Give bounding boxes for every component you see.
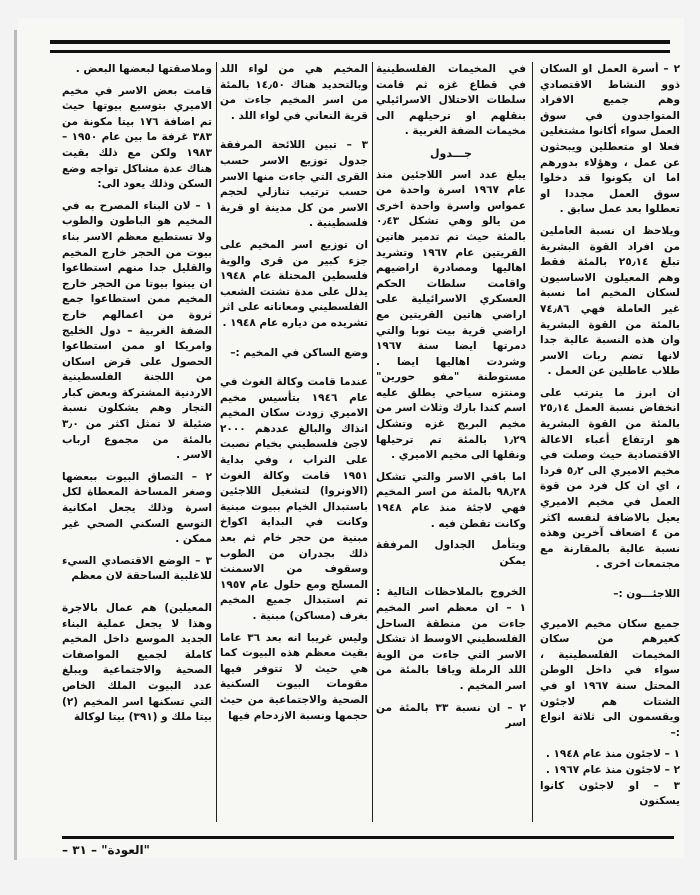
- paragraph: ٢ – أسرة العمل او السكان ذوو النشاط الاقتصادي وهم جميع الافراد المتواجدون في سوق العمل سواء أكانوا مشتغلين فعلا او متعطلين ويبحثون عن عمل ، وهؤلاء بدورهم اما ان يكونوا قد دخلوا سوق العمل مجددا او تعطلوا بعد عمل سابق .: [540, 63, 680, 216]
- paragraph: المعيلين) هم عمال بالاجرة وهذا لا يجعل عملية البناء الجديد الموسع داخل المخيم كاملة لجميع المواصفات الصحية والاجتماعية ويبلغ عدد البيوت الملك الخاص التي تسكنها اسر المخيم (٢) بيتا ملك و (٣٩١) بيتا لوكالة: [62, 602, 212, 724]
- paragraph: ١ – لان البناء المصرح به في المخيم هو الباطون والطوب ولا تستطيع معظم الاسر بناء بيوت من الحجر خارج المخيم والقليل جدا منهم استطاعوا ان يبنوا بيوتا من الحجر خارج المخيم ممن استطاعوا جمع ثروة من اعمالهم خارج الضفة الغربية – دول الخليج وامريكا او ممن استطاعوا الحصول على قرض اسكان من اللجنة الفلسطينية الاردنية المشتركة وبعض كبار التجار وهم يشكلون نسبة ضئيلة لا تمثل اكثر من ٣٫٠ بالمئة من مجموع ارباب الاسر .: [62, 199, 212, 462]
- paragraph: ان توزيع اسر المخيم على جزء كبير من قرى والوية فلسطين المحتلة عام ١٩٤٨ يدلل على مدة تشتت الشعب الفلسطيني ومعاناته على اثر تشريده من دياره عام ١٩٤٨ .: [220, 238, 368, 329]
- paragraph: عندما قامت وكالة الغوث في عام ١٩٤٦ بتأسيس مخيم الاميري زودت سكان المخيم انذاك والبالغ عددهم ٢٠٠٠ لاجئ فلسطيني بخيام نصبت على التراب ، وفي بداية ١٩٥١ قامت وكالة الغوث (الاونروا) لتشغيل اللاجئين باستبدال الخيام ببيوت مبنية وكانت في البداية اكواخ مبنية من حجر خام ثم بعد ذلك بجدران من الطوب وسقوف من الاسمنت المسلح ومع حلول عام ١٩٥٧ تم استبدال جميع المخيم بغرف (مساكن) مبنية .: [220, 376, 368, 622]
- paragraph: في المخيمات الفلسطينية في قطاع غزه ثم قامت سلطات الاحتلال الاسرائيلي بنقلهم او ترحيلهم الى مخيمات الضفة الغربية .: [376, 63, 526, 138]
- column-4: [62, 62, 212, 822]
- column-separator-1: [532, 62, 533, 822]
- list-item: ١ – لاجئون منذ عام ١٩٤٨ .: [545, 748, 680, 761]
- paragraph: ٢ – ان نسبة ٣٣ بالمئة من اسر: [376, 701, 526, 730]
- paragraph: اما باقي الاسر والتي تشكل ٩٨٫٢٨ بالمئة من اسر المخيم فهي لاجئة منذ عام ١٩٤٨ وكانت تقطن فيه .: [376, 470, 526, 530]
- paragraph: يبلغ عدد اسر اللاجئين منذ عام ١٩٦٧ اسرة واحدة من عمواس واسرة واحدة اخرى من يالو وهي تشكل ٠٫٤٣ بالمئة حيث تم تدمير هاتين القريتين عام ١٩٦٧ وتشريد اهاليها ومصادرة اراضيهم واقامت سلطات الحكم العسكري الاسرائيلية على اراضي هاتين القريتين مع اراضي قرية بيت نوبا والتي دمرتها ايضا سنة ١٩٦٧ وشردت اهاليها ايضا . مستوطنة "مفو حورين" ومنتزه سياحي يطلق عليه اسم كندا بارك وثلاث اسر من مخيم البريج غزه وتشكل ١٫٢٩ بالمئة تم ترحيلها ونقلها الى مخيم الاميري .: [376, 168, 526, 462]
- paragraph: المخيم هي من لواء اللد وبالتحديد هناك ١٤٫٥٠ بالمئة من اسر المخيم جاءت من قرية النعاني في لواء اللد .: [220, 63, 368, 122]
- paragraph: ان ابرز ما يترتب على انخفاض نسبة العمل ٢٥٫١٤ بالمئة من القوة البشرية هو ارتفاع أعباء الاعالة الاقتصادية حيث وصلت في مخيم الاميري الى ٥٫٢ فردا ، اي ان كل فرد من قوة العمل في مخيم الاميري يعيل بالاضافة لنفسه اكثر من ٤ اضعاف آخرين وهذه نسبة عالية بالمقارنة مع مجتمعات اخرى .: [540, 386, 680, 571]
- section-heading-housing: وضع الساكن في المخيم :–: [230, 346, 368, 359]
- top-rule: [50, 40, 670, 44]
- paragraph: ويلاحظ ان نسبة العاملين من افراد القوة البشرية تبلغ ٢٥٫١٤ بالمئة فقط وهم المعيلون الاساسيون لسكان المخيم اما نسبة غير العاملة فهي ٧٤٫٨٦ بالمئة من القوة البشرية وان هذه النسبة عالية جدا لانها تضم ربات الاسر طلاب عاطلين عن العمل .: [540, 224, 680, 378]
- page-edge-shadow: [14, 30, 17, 860]
- column-1: [540, 62, 680, 822]
- column-separator-3: [216, 62, 217, 822]
- column-2: [376, 62, 526, 822]
- paragraph: وملاصقتها لبعضها البعض .: [75, 63, 212, 75]
- list-item: ٣ – او لاجئون كانوا يسكنون: [540, 779, 680, 808]
- bottom-rule: [62, 836, 674, 839]
- paragraph: ويتأمل الجداول المرفقة يمكن: [376, 539, 526, 567]
- paragraph: قامت بعض الاسر في مخيم الاميري بتوسيع بيوتها حيث تم اضافة ١٧٦ بيتا مكونة من ٣٨٣ غرفة ما بين عام ١٩٥٠ – ١٩٨٣ ولكن مع ذلك بقيت هناك عدة مشاكل تواجه وضع السكن وذلك يعود الى:: [62, 84, 212, 191]
- section-heading-refugees: اللاجئـــون :–: [613, 588, 680, 600]
- paragraph: ٢ – التصاق البيوت ببعضها وصغر المساحة المعطاة لكل اسرة وذلك يجعل امكانية التوسع السكني الصحي غير ممكن .: [62, 470, 212, 546]
- top-rule-secondary: [50, 50, 670, 53]
- column-separator-2: [372, 62, 373, 822]
- paragraph: جميع سكان مخيم الاميري كغيرهم من سكان المخيمات الفلسطينية ، سواء في داخل الوطن المحتل سنة ١٩٦٧ او في الشتات هم لاجئون ويقسمون الى ثلاثة انواع :–: [540, 617, 680, 739]
- column-3: [220, 62, 368, 822]
- list-item: ٢ – لاجئون منذ عام ١٩٦٧ .: [545, 763, 680, 776]
- page-footer: "العودة" – ٣١ –: [62, 843, 150, 857]
- paragraph: ٣ – تبين اللائحة المرفقة جدول توزيع الاسر حسب القرى التي جاءت منها الاسر حسب ترتيب تنازلي لحجم الاسر من كل مدينة او قرية فلسطينية .: [220, 139, 368, 230]
- table-caption: جـــدول: [430, 146, 472, 160]
- paragraph: ٣ – الوضع الاقتصادي السيء للاغلبية الساحقة لان معظم: [62, 554, 212, 583]
- paragraph: وليس غريبا انه بعد ٣٦ عاما بقيت معظم هذه البيوت كما هي حيث لا تتوفر فيها مقومات البيوت السكنية الصحية والاجتماعية من حيث حجمها ونسبة الازدحام فيها: [220, 631, 368, 722]
- paragraph: الخروج بالملاحظات التالية : ١ – ان معظم اسر المخيم جاءت من منطقة الساحل الفلسطيني الاوسط اذ تشكل الاسر التي جاءت من الوية اللد الرملة ويافا بالمئة من اسر المخيم .: [376, 586, 526, 692]
